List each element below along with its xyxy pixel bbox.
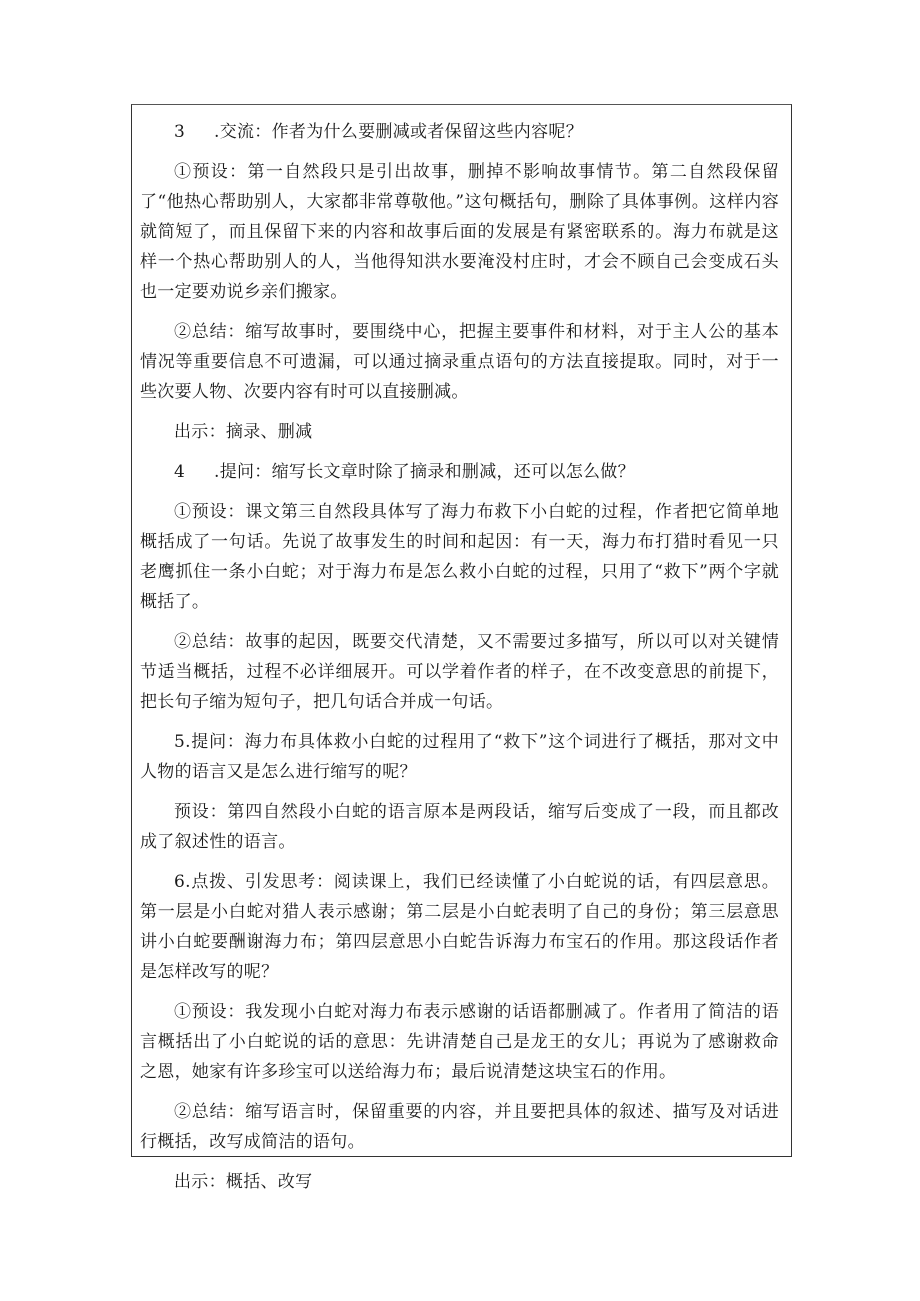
paragraph-text: .提问：缩写长文章时除了摘录和删减，还可以怎么做？ (214, 462, 635, 482)
paragraph-preset-3 (140, 797, 779, 857)
paragraph-3-exchange (140, 117, 779, 147)
paragraph-show-2 (140, 1167, 779, 1197)
paragraph-summary-1 (140, 317, 779, 407)
paragraph-show-1 (140, 417, 779, 447)
paragraph-4-question (140, 457, 779, 487)
item-number: 4 (174, 462, 186, 482)
item-number: 3 (174, 122, 186, 142)
document-content (132, 117, 791, 1197)
paragraph-text: .交流：作者为什么要删减或者保留这些内容呢？ (214, 122, 584, 142)
paragraph-text: ②总结：缩写故事时，要围绕中心，把握主要事件和材料，对于主人公的基本情况等重要信息不可遗漏，可以通过摘录重点语句的方法直接提取。同时，对于一些次要人物、次要内容有时可以直接删减。 (140, 322, 779, 402)
paragraph-5-question (140, 727, 779, 787)
paragraph-text: 出示：摘录、删减 (174, 422, 313, 442)
paragraph-text: 5.提问：海力布具体救小白蛇的过程用了“救下”这个词进行了概括，那对文中人物的语言又是怎么进行缩写的呢？ (140, 732, 779, 782)
document-table-cell (131, 104, 792, 1192)
paragraph-preset-2 (140, 497, 779, 617)
paragraph-text: ①预设：课文第三自然段具体写了海力布救下小白蛇的过程，作者把它简单地概括成了一句话。先说了故事发生的时间和起因：有一天，海力布打猎时看见一只老鹰抓住一条小白蛇；对于海力布是怎么救小白蛇的过程，只用了“救下”两个字就概括了。 (140, 502, 779, 612)
paragraph-summary-2 (140, 627, 779, 717)
paragraph-text: 6.点拨、引发思考：阅读课上，我们已经读懂了小白蛇说的话，有四层意思。第一层是小白蛇对猎人表示感谢；第二层是小白蛇表明了自己的身份；第三层意思讲小白蛇要酬谢海力布；第四层意思小白蛇告诉海力布宝石的作用。那这段话作者是怎样改写的呢？ (140, 872, 779, 982)
paragraph-preset-1 (140, 157, 779, 307)
paragraph-text: ②总结：缩写语言时，保留重要的内容，并且要把具体的叙述、描写及对话进行概括，改写成简洁的语句。 (140, 1102, 779, 1152)
paragraph-6-guide (140, 867, 779, 987)
paragraph-preset-4 (140, 997, 779, 1087)
paragraph-text: 预设：第四自然段小白蛇的语言原本是两段话，缩写后变成了一段，而且都改成了叙述性的语言。 (140, 802, 779, 852)
paragraph-text: 出示：概括、改写 (174, 1172, 313, 1192)
paragraph-text: ①预设：第一自然段只是引出故事，删掉不影响故事情节。第二自然段保留了“他热心帮助别人，大家都非常尊敬他。”这句概括句，删除了具体事例。这样内容就简短了，而且保留下来的内容和故事后面的发展是有紧密联系的。海力布就是这样一个热心帮助别人的人，当他得知洪水要淹没村庄时，才会不顾自己会变成石头也一定要劝说乡亲们搬家。 (140, 162, 779, 302)
paragraph-text: ②总结：故事的起因，既要交代清楚，又不需要过多描写，所以可以对关键情节适当概括，过程不必详细展开。可以学着作者的样子，在不改变意思的前提下，把长句子缩为短句子，把几句话合并成一句话。 (140, 632, 779, 712)
paragraph-text: ①预设：我发现小白蛇对海力布表示感谢的话语都删减了。作者用了简洁的语言概括出了小白蛇说的话的意思：先讲清楚自己是龙王的女儿；再说为了感谢救命之恩，她家有许多珍宝可以送给海力布；最后说清楚这块宝石的作用。 (140, 1002, 779, 1082)
paragraph-summary-3 (140, 1097, 779, 1157)
